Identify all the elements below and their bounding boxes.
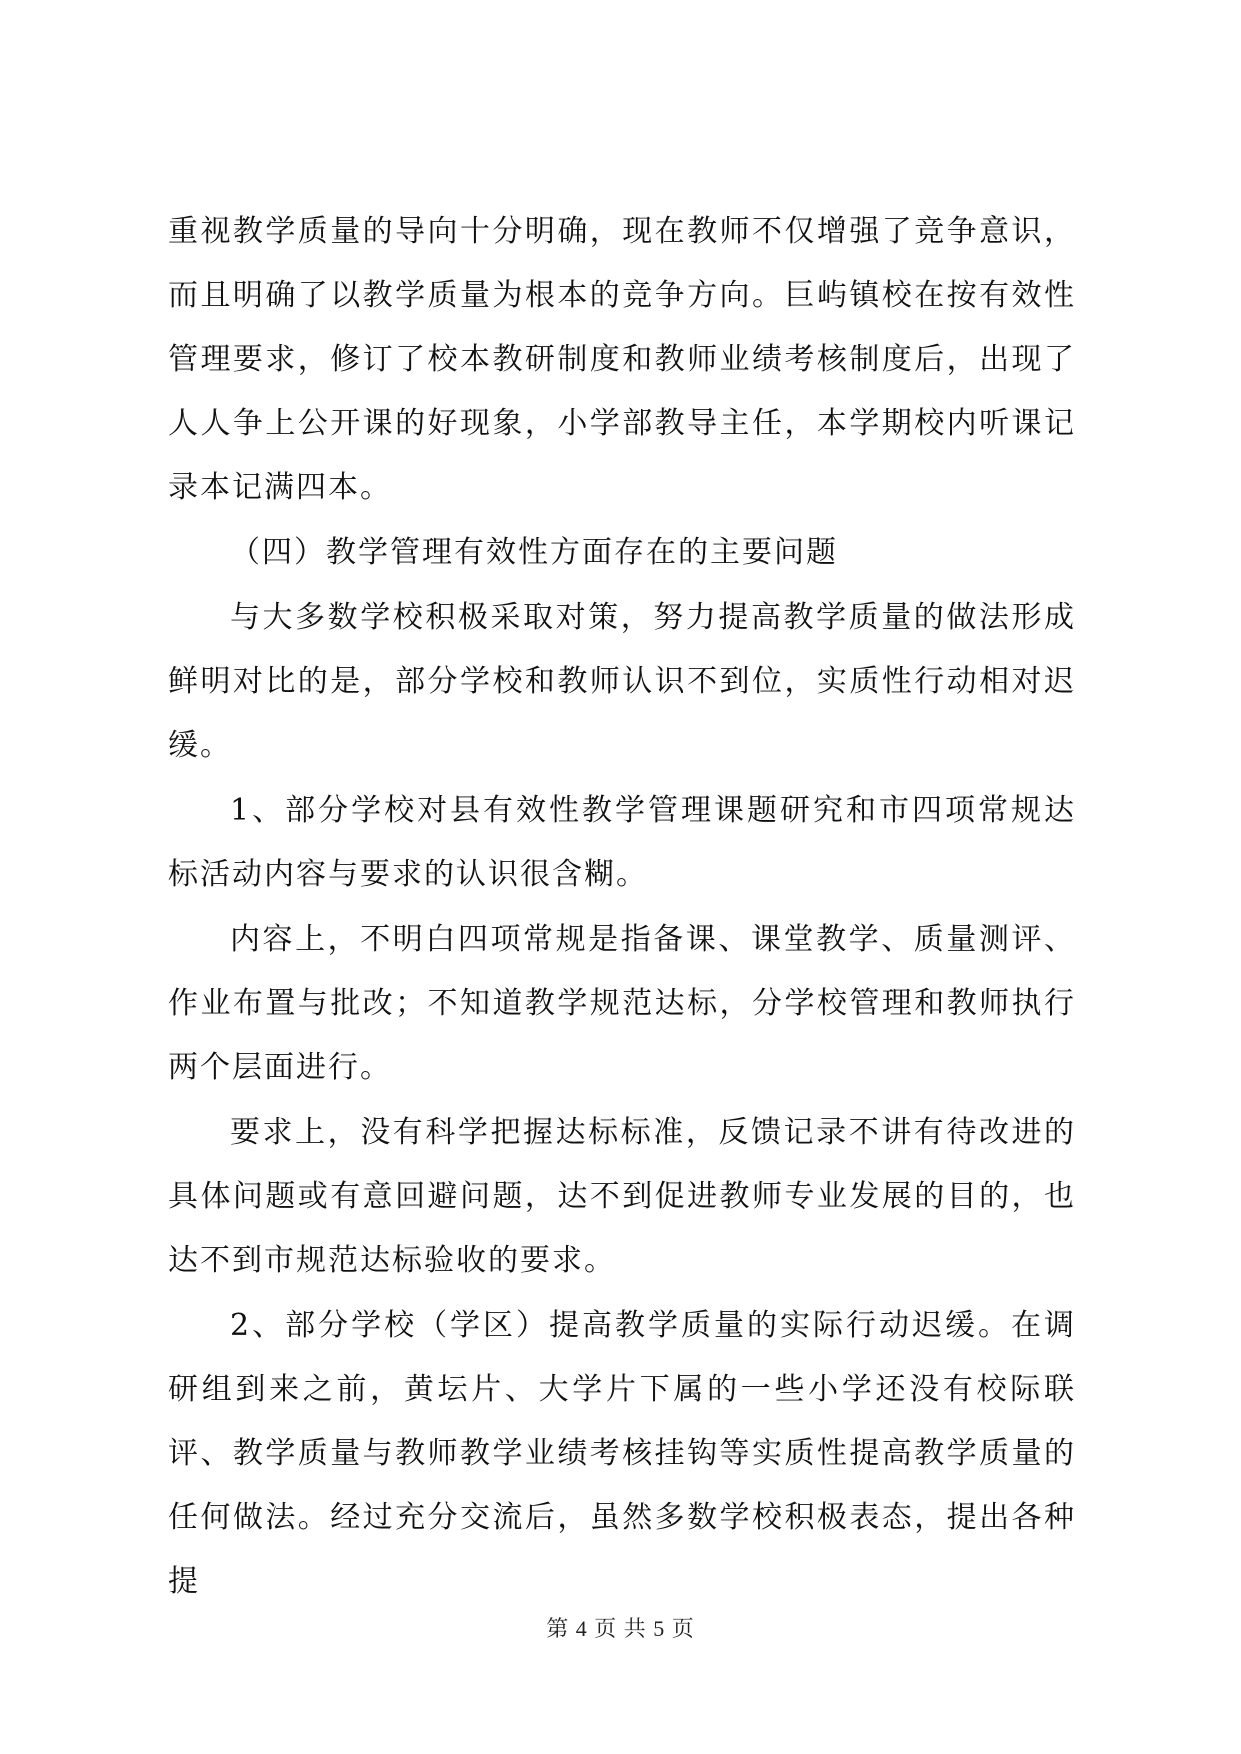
- section-heading: （四）教学管理有效性方面存在的主要问题: [230, 535, 838, 570]
- paragraph-item-1: 1、部分学校对县有效性教学管理课题研究和市四项常规达标活动内容与要求的认识很含糊。: [168, 793, 1076, 892]
- document-body: [168, 200, 1076, 1615]
- paragraph-continuation: 重视教学质量的导向十分明确，现在教师不仅增强了竞争意识，而且明确了以教学质量为根本的竞争方向。巨屿镇校在按有效性管理要求，修订了校本教研制度和教师业绩考核制度后，出现了人人争上公开课的好现象，小学部教导主任，本学期校内听课记录本记满四本。: [168, 214, 1076, 505]
- paragraph-intro: 与大多数学校积极采取对策，努力提高教学质量的做法形成鲜明对比的是，部分学校和教师认识不到位，实质性行动相对迟缓。: [168, 600, 1076, 763]
- page-number-footer: 第 4 页 共 5 页: [546, 1616, 695, 1641]
- paragraph-item-2: 2、部分学校（学区）提高教学质量的实际行动迟缓。在调研组到来之前，黄坛片、大学片下属的一些小学还没有校际联评、教学质量与教师教学业绩考核挂钩等实质性提高教学质量的任何做法。经过充分交流后，虽然多数学校积极表态，提出各种提: [168, 1308, 1076, 1599]
- paragraph-requirement: 要求上，没有科学把握达标标准，反馈记录不讲有待改进的具体问题或有意回避问题，达不到促进教师专业发展的目的，也达不到市规范达标验收的要求。: [168, 1115, 1076, 1278]
- paragraph-content: 内容上，不明白四项常规是指备课、课堂教学、质量测评、作业布置与批改；不知道教学规范达标，分学校管理和教师执行两个层面进行。: [168, 922, 1076, 1085]
